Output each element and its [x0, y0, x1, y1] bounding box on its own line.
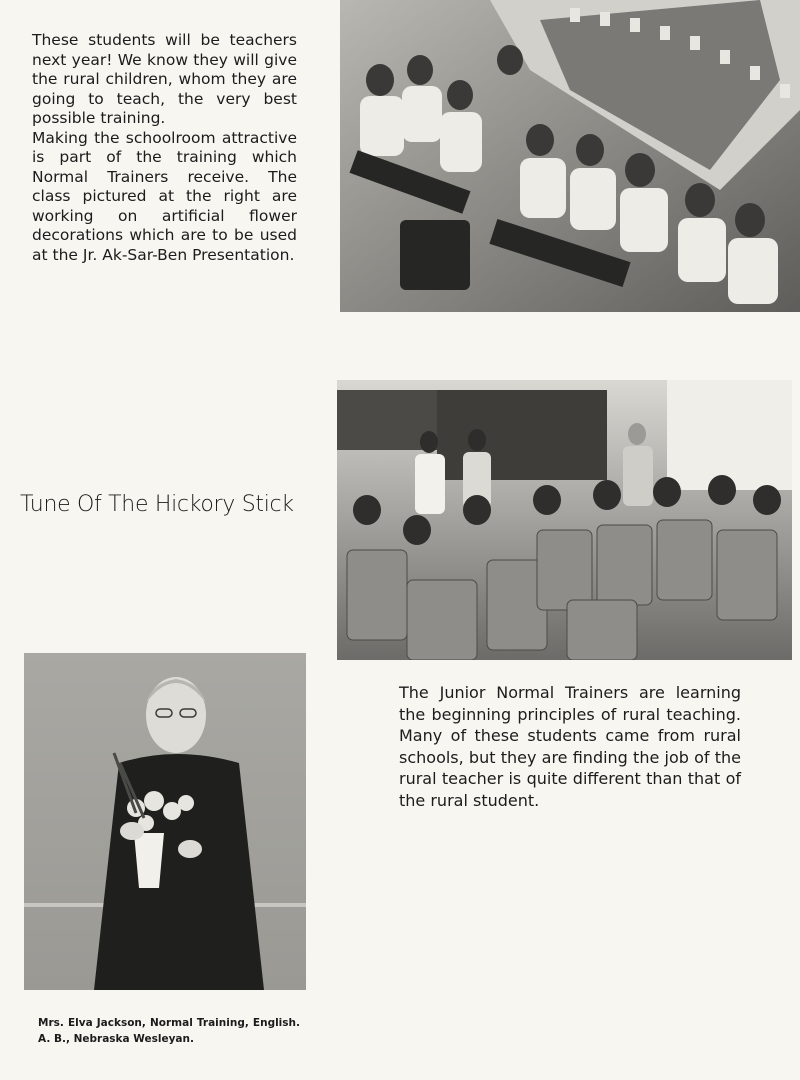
- lecture-caption: The Junior Normal Trainers are learning the beginning principles of rural teaching. Many of these students came from rural schools, but they are finding the job of the rural teacher is quite different than that of the rural student.: [399, 683, 741, 810]
- page-title: Tune Of The Hickory Stick: [20, 492, 294, 517]
- portrait-caption: Mrs. Elva Jackson, Normal Training, English. A. B., Nebraska Wesleyan.: [38, 1017, 300, 1045]
- photo-flower-decorations: [340, 0, 800, 312]
- photo-classroom-lecture: [337, 380, 792, 660]
- intro-paragraph: These students will be teachers next year! We know they will give the rural children, whom they are going to teach, the very best possible training. Making the schoolroom attractive is part of the training which Normal Trainers receive. The class pictured at the right are working on artificial flower decorations which are to be used at the Jr. Ak-Sar-Ben Presentation.: [32, 31, 297, 264]
- photo-teacher-portrait: [24, 653, 306, 990]
